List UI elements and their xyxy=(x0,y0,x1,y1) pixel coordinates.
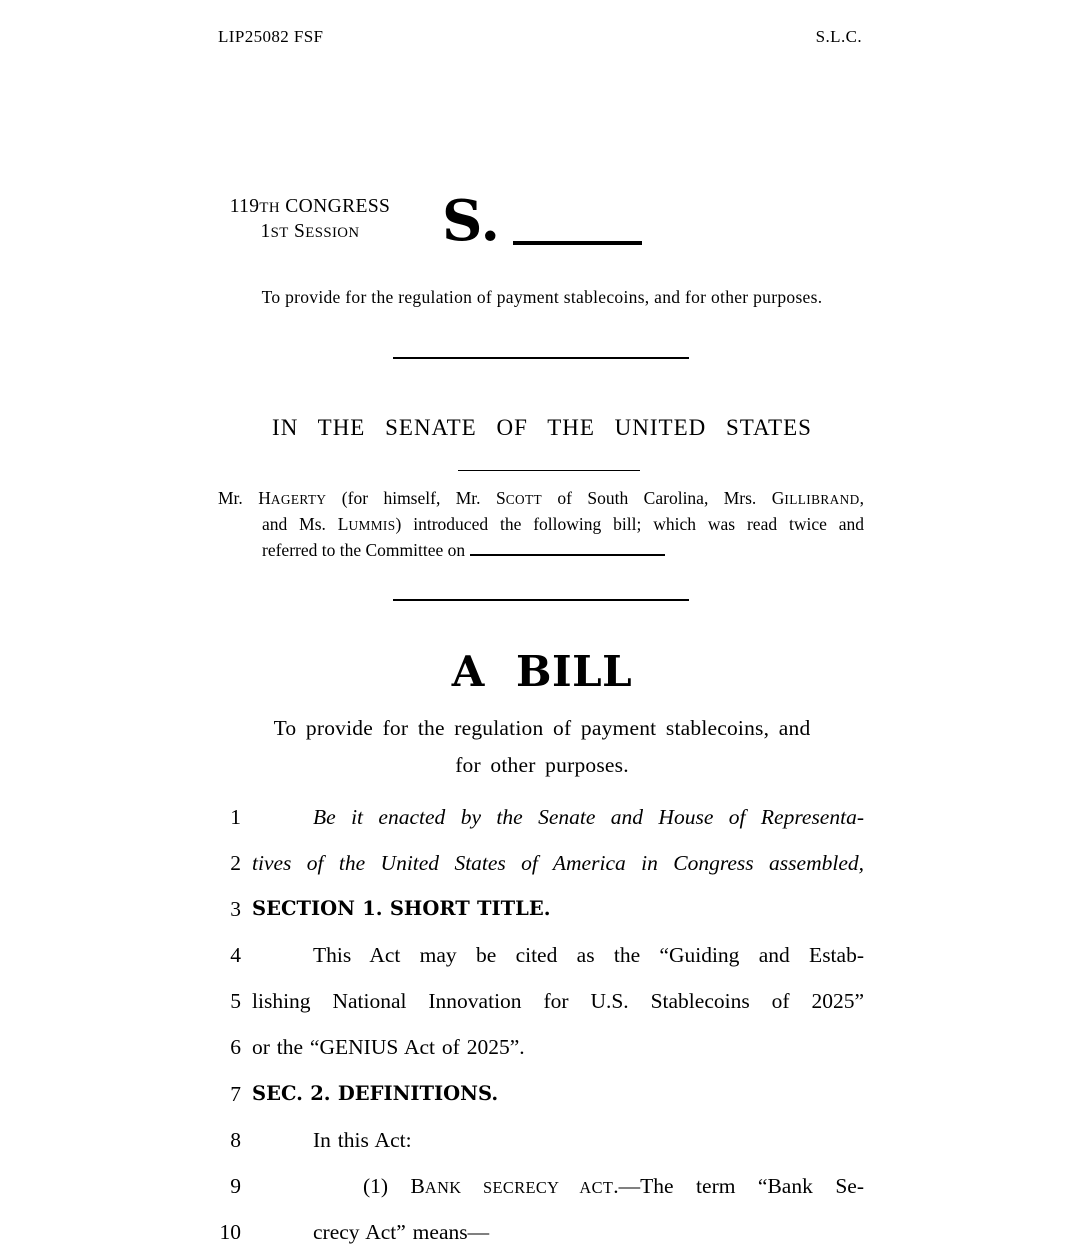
sponsor-line: and Ms. LUMMIS) introduced the following bill; which was read twice and xyxy=(262,514,865,534)
small-caps-text: ANK SECRECY ACT xyxy=(424,1177,614,1197)
line-number: 10 xyxy=(219,1219,241,1244)
line-number: 7 xyxy=(230,1081,241,1106)
line-text: Be it enacted by the Senate and House of Representa- xyxy=(313,805,864,829)
bill-line xyxy=(210,1209,864,1248)
running-header xyxy=(218,27,862,47)
official-title-slug: To provide for the regulation of payment stablecoins, and for other purposes. xyxy=(261,287,823,307)
line-text: This Act may be cited as the “Guiding and Estab- xyxy=(313,943,864,968)
congress-session-block xyxy=(205,195,415,245)
small-caps-text: ST xyxy=(270,225,289,241)
congress-line: 119TH CONGRESS xyxy=(229,196,391,217)
small-caps-text: COTT xyxy=(505,492,543,507)
bill-line xyxy=(210,1071,864,1117)
chamber-heading: IN THE SENATE OF THE UNITED STATES xyxy=(272,415,812,440)
small-caps-text: UMMIS xyxy=(348,518,396,533)
line-number: 9 xyxy=(230,1173,241,1198)
line-number: 3 xyxy=(230,897,241,922)
line-text: SECTION 1. SHORT TITLE. xyxy=(252,897,551,921)
line-number: 1 xyxy=(230,805,241,829)
small-caps-text: AGERTY xyxy=(270,492,327,507)
bill-line xyxy=(210,840,864,886)
bill-prefix: S. xyxy=(442,188,500,254)
sponsor-line: Mr. HAGERTY (for himself, Mr. SCOTT of South Carolina, Mrs. GILLIBRAND, xyxy=(218,488,864,508)
small-caps-text: ILLIBRAND xyxy=(784,492,860,507)
bill-line xyxy=(210,978,864,1024)
fill-in-blank xyxy=(470,554,665,556)
bill-body xyxy=(210,794,864,1248)
bill-number xyxy=(442,188,642,254)
line-number: 6 xyxy=(230,1035,241,1060)
line-text: SEC. 2. DEFINITIONS. xyxy=(252,1081,499,1105)
bill-line xyxy=(210,886,864,932)
line-number: 5 xyxy=(230,989,241,1014)
bill-statement-line: To provide for the regulation of payment stablecoins, and xyxy=(273,716,811,740)
bill-line xyxy=(210,1117,864,1163)
line-text: crecy Act” means— xyxy=(313,1219,490,1244)
bill-line xyxy=(210,932,864,978)
small-caps-text: TH xyxy=(259,200,280,216)
bill-statement xyxy=(0,710,1084,783)
bill-number-blank xyxy=(513,241,642,245)
line-number: 2 xyxy=(230,851,241,876)
horizontal-divider xyxy=(458,470,640,471)
bill-statement-line: for other purposes. xyxy=(455,752,629,777)
horizontal-divider xyxy=(393,357,689,359)
line-number: 8 xyxy=(230,1127,241,1152)
sponsor-line: referred to the Committee on xyxy=(218,538,864,562)
header-slug-left: LIP25082 FSF xyxy=(218,27,324,46)
line-number: 4 xyxy=(230,943,241,968)
horizontal-divider xyxy=(393,599,689,601)
bill-line xyxy=(210,794,864,840)
bill-line xyxy=(210,1163,864,1209)
line-text: tives of the United States of America in Congress assembled, xyxy=(252,851,864,876)
line-text: or the “GENIUS Act of 2025”. xyxy=(252,1035,525,1060)
session-line: 1ST SESSION xyxy=(260,221,360,242)
bill-type-heading: A BILL xyxy=(451,647,633,696)
header-slug-right: S.L.C. xyxy=(815,27,862,46)
line-text: lishing National Innovation for U.S. Stablecoins of 2025” xyxy=(252,989,864,1014)
sponsor-clause xyxy=(218,486,864,562)
small-caps-text: ESSION xyxy=(305,225,360,241)
line-text: In this Act: xyxy=(313,1127,412,1152)
bill-line xyxy=(210,1024,864,1070)
line-text: (1) BANK SECRECY ACT.—The term “Bank Se- xyxy=(363,1173,864,1198)
